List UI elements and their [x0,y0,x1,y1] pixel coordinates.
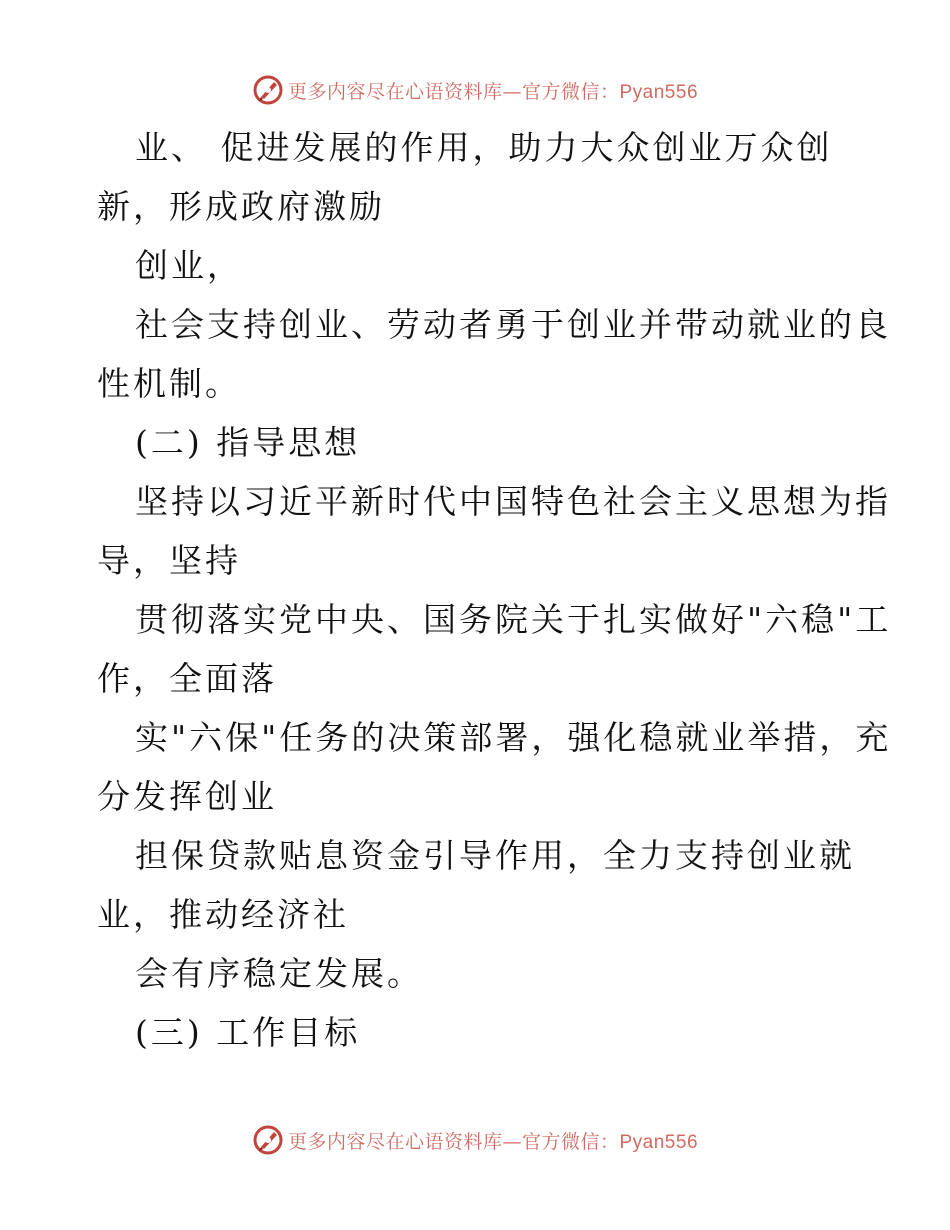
watermark-text [288,77,698,104]
body-line: 坚持以习近平新时代中国特色社会主义思想为指 [135,482,891,521]
watermark-wechat-id: Pyan556 [619,81,699,103]
body-line: 作，全面落 [97,659,277,698]
section-heading: (三) 工作目标 [135,1013,361,1052]
body-line: 业，推动经济社 [97,895,349,934]
body-line: 分发挥创业 [97,777,277,816]
quill-seal-icon [252,74,284,106]
body-line: 贯彻落实党中央、国务院关于扎实做好"六稳"工 [135,600,892,639]
watermark-brand: 更多内容尽在心语资料库 [287,80,503,103]
body-line: 导，坚持 [97,541,241,580]
body-line: 担保贷款贴息资金引导作用，全力支持创业就 [135,836,855,875]
body-line: 性机制。 [97,364,241,403]
body-line: 社会支持创业、劳动者勇于创业并带动就业的良 [135,305,891,344]
body-line: 会有序稳定发展。 [135,954,423,993]
header-watermark [0,72,950,108]
watermark-brand: 更多内容尽在心语资料库 [287,1130,503,1153]
section-heading: (二) 指导思想 [135,423,361,462]
watermark-official: —官方微信： [502,80,620,103]
body-line: 实"六保"任务的决策部署，强化稳就业举措，充 [135,718,892,757]
watermark-wechat-id: Pyan556 [619,1131,699,1153]
body-line: 新，形成政府激励 [97,187,385,226]
quill-seal-icon [252,1124,284,1156]
body-line: 创业， [135,246,243,285]
watermark-text [288,1127,698,1154]
footer-watermark [0,1122,950,1158]
watermark-official: —官方微信： [502,1130,620,1153]
body-line: 业、 促进发展的作用，助力大众创业万众创 [135,128,833,167]
